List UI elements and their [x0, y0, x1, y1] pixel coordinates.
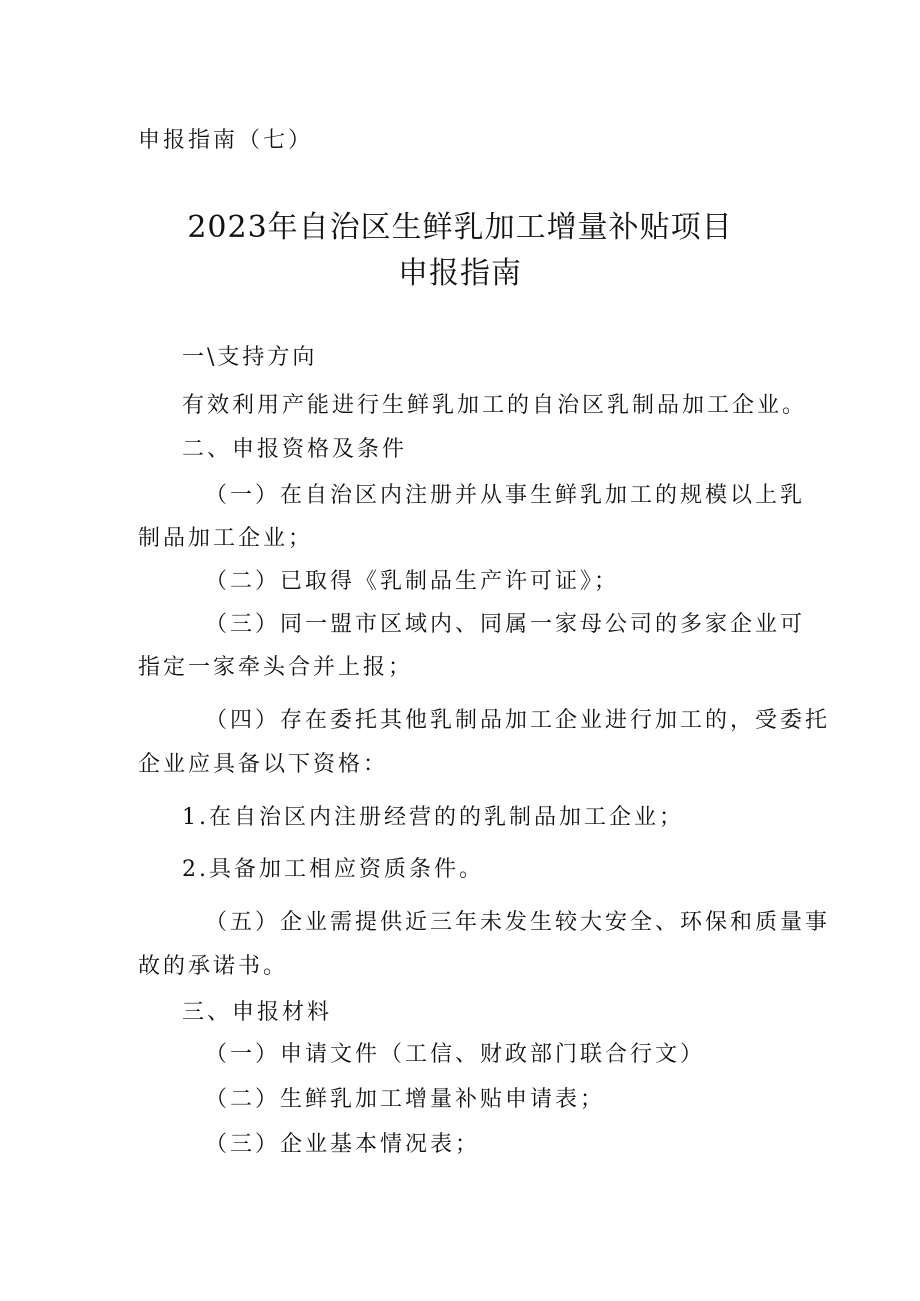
paragraph-line: （一）在自治区内注册并从事生鲜乳加工的规模以上乳 — [205, 483, 806, 508]
paragraph-line: 指定一家牵头合并上报； — [138, 655, 414, 680]
paragraph-line: （一）申请文件（工信、财政部门联合行文） — [205, 1042, 706, 1067]
paragraph-line: （三）企业基本情况表； — [205, 1132, 481, 1157]
section-heading-eligibility: 二、申报资格及条件 — [182, 437, 408, 462]
paragraph-line: 制品加工企业； — [138, 526, 314, 551]
paragraph-line: （二）已取得《乳制品生产许可证》； — [205, 569, 620, 594]
document-title-line2: 申报指南 — [398, 256, 522, 291]
paragraph-line: 2.具备加工相应资质条件。 — [182, 857, 484, 882]
paragraph-line: （三）同一盟市区域内、同属一家母公司的多家企业可 — [205, 612, 806, 637]
document-title-line1: 2023年自治区生鲜乳加工增量补贴项目 — [187, 210, 733, 245]
section-heading-support-direction: 一\支持方向 — [182, 345, 318, 370]
paragraph-line: 企业应具备以下资格： — [138, 752, 389, 777]
paragraph-line: 有效利用产能进行生鲜乳加工的自治区乳制品加工企业。 — [182, 393, 808, 418]
paragraph-line: （五）企业需提供近三年未发生较大安全、环保和质量事 — [205, 910, 831, 935]
paragraph-line: 故的承诺书。 — [138, 954, 289, 979]
paragraph-line: （二）生鲜乳加工增量补贴申请表； — [205, 1087, 606, 1112]
document-label: 申报指南（七） — [138, 128, 314, 153]
paragraph-line: 1.在自治区内注册经营的的乳制品加工企业； — [182, 805, 684, 830]
paragraph-line: （四）存在委托其他乳制品加工企业进行加工的，受委托 — [205, 708, 831, 733]
section-heading-materials: 三、申报材料 — [182, 1000, 333, 1025]
